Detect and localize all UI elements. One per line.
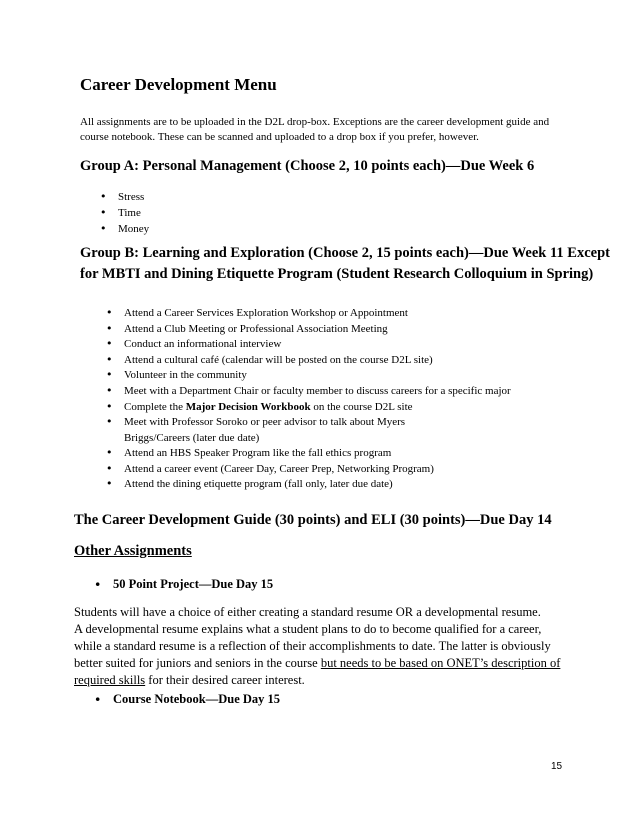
project-list [94,576,273,593]
intro-line-2: course notebook. These can be scanned and uploaded to a drop box if you prefer, however. [80,131,479,143]
list-item: • Attend a cultural café (calendar will be posted on the course D2L site) [106,352,433,366]
list-item: • Attend a career event (Career Day, Career Prep, Networking Program) [106,461,434,475]
resume-line-2: A developmental resume explains what a student plans to do to become qualified for a career, [74,622,542,636]
group-b-list [106,305,511,492]
list-item: • Attend a Club Meeting or Professional Association Meeting [106,321,388,335]
list-item: • Complete the Major Decision Workbook on the course D2L site [106,399,413,413]
resume-line-4: better suited for juniors and seniors in the course but needs to be based on ONET’s description of [74,656,561,670]
list-item: • Course Notebook—Due Day 15 [94,692,281,707]
intro-line-1: All assignments are to be uploaded in the D2L drop-box. Exceptions are the career development guide and [80,116,550,128]
group-b-heading-line-1: Group B: Learning and Exploration (Choose 2, 15 points each)—Due Week 11 Except [80,245,610,261]
resume-line-3: while a standard resume is a reflection of their accomplishments to date. The latter is obviously [74,639,551,653]
page-title: Career Development Menu [80,75,277,94]
list-item: • Conduct an informational interview [106,337,282,351]
list-item: • Stress [100,190,145,203]
page-number: 15 [551,761,563,772]
list-item: • Time [100,206,141,219]
group-a-list [100,189,149,237]
group-a-heading: Group A: Personal Management (Choose 2, 10 points each)—Due Week 6 [80,158,535,174]
other-assignments-heading: Other Assignments [74,543,192,559]
resume-line-1: Students will have a choice of either creating a standard resume OR a developmental resume. [74,605,541,619]
notebook-list [94,691,280,708]
list-item: • Meet with a Department Chair or faculty member to discuss careers for a specific major [106,383,511,397]
list-item: • Attend a Career Services Exploration Workshop or Appointment [106,306,408,319]
resume-line-5: required skills for their desired career interest. [74,673,305,687]
list-item: • Attend the dining etiquette program (fall only, later due date) [106,477,393,491]
guide-heading: The Career Development Guide (30 points) and ELI (30 points)—Due Day 14 [74,512,552,528]
list-item: • Money [100,222,150,235]
list-item: • 50 Point Project—Due Day 15 [94,577,274,592]
group-b-heading-line-2: for MBTI and Dining Etiquette Program (Student Research Colloquium in Spring) [80,266,594,282]
list-item: • Volunteer in the community [106,368,247,382]
list-item: • Attend an HBS Speaker Program like the fall ethics program [106,446,392,460]
list-item: • Meet with Professor Soroko or peer advisor to talk about Myers Briggs/Careers (later due date) [106,415,406,445]
